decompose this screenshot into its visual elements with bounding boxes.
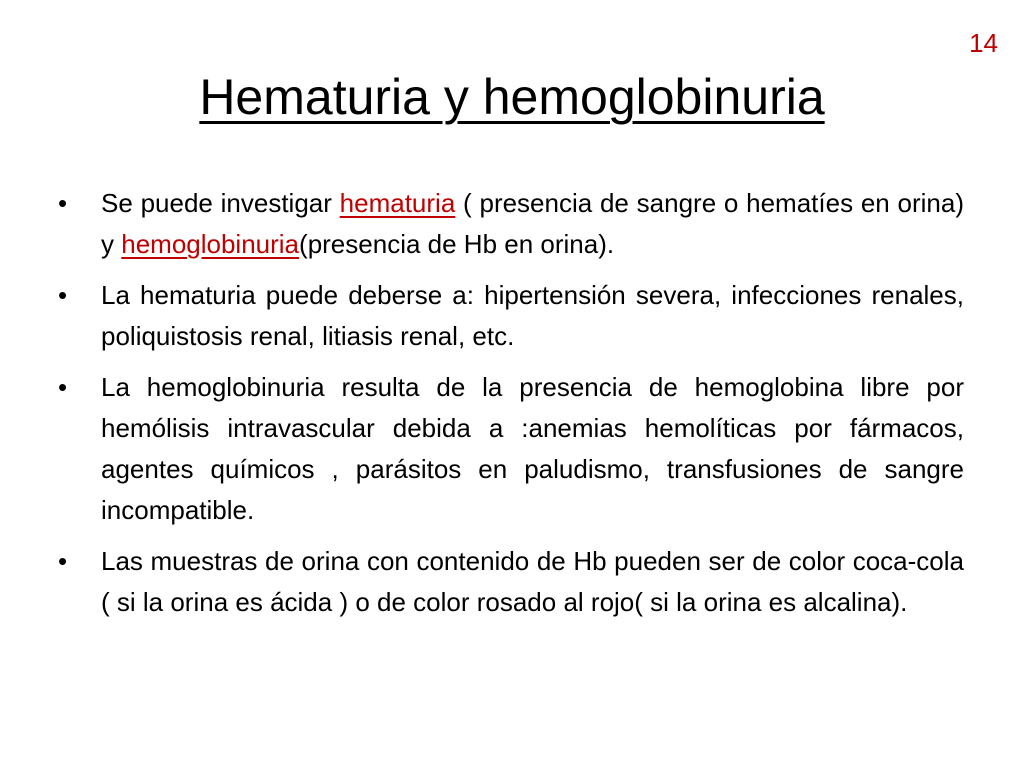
- bullet-text: Se puede investigar: [101, 188, 340, 218]
- slide-title: [0, 70, 1024, 125]
- bullet-item: [58, 367, 964, 531]
- bullet-list: [58, 183, 964, 633]
- slide-number: 14: [969, 28, 998, 58]
- bullet-item: [58, 541, 964, 623]
- highlighted-term: hemoglobinuria: [121, 229, 300, 259]
- bullet-dot-icon: •: [58, 280, 68, 310]
- slide-title-text: Hematuria y hemoglobinuria: [199, 69, 825, 125]
- bullet-text: Las muestras de orina con contenido de Hb pueden ser de color coca-cola ( si la orina es ácida ) o de color rosado al rojo( si la orina es alcalina).: [101, 546, 964, 617]
- bullet-text: La hemoglobinuria resulta de la presencia de hemoglobina libre por hemólisis intravascular debida a :anemias hemolíticas por fármacos, agentes químicos , parásitos en paludismo, transfusiones de sangre incompatible.: [101, 372, 964, 525]
- bullet-dot-icon: •: [58, 546, 68, 576]
- bullet-dot-icon: •: [58, 188, 68, 218]
- bullet-dot-icon: •: [58, 372, 68, 402]
- bullet-text: (presencia de Hb en orina).: [299, 229, 615, 259]
- bullet-item: [58, 183, 964, 265]
- highlighted-term: hematuria: [339, 188, 456, 218]
- bullet-text: La hematuria puede deberse a: hipertensión severa, infecciones renales, poliquistosis renal, litiasis renal, etc.: [101, 280, 964, 351]
- bullet-item: [58, 275, 964, 357]
- bullet-text: ( presencia de sangre o hematíes en orina) y: [101, 188, 965, 259]
